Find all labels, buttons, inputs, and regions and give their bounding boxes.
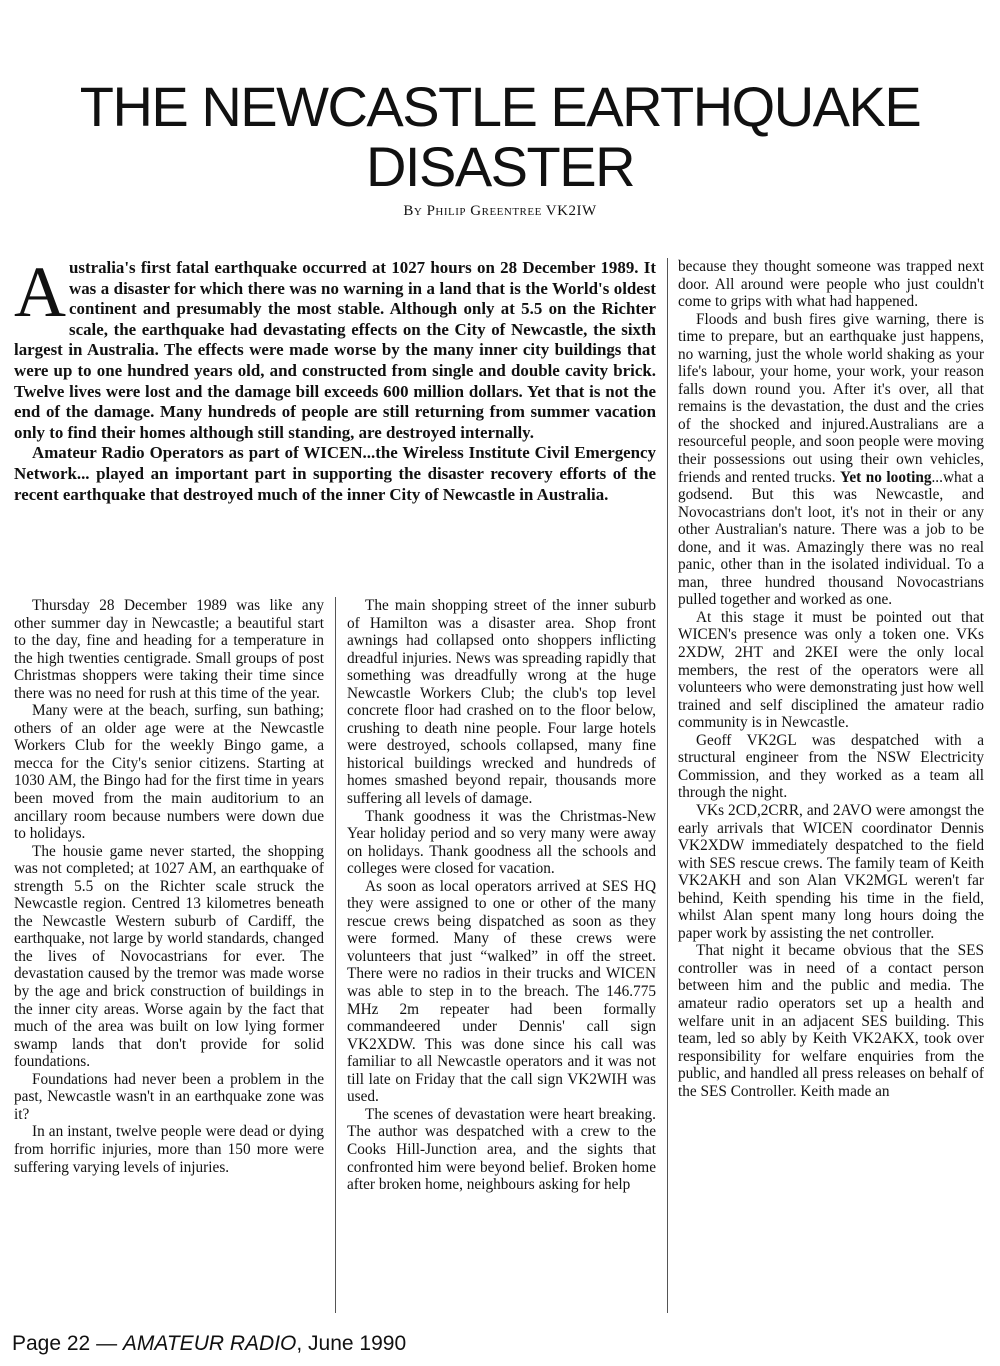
column-3-paragraph: At this stage it must be pointed out that WICEN's presence was only a token one. VKs 2XDW, 2HT and 2KEI were the only local members, the rest of the operators were all volunteers who were demonstrating just how well trained and self disciplined the amateur radio community is in Newcastle. — [678, 608, 984, 732]
article-title-line-2: DISASTER — [365, 135, 635, 198]
column-divider — [335, 597, 336, 1313]
column-3-paragraph: Geoff VK2GL was despatched with a structural engineer from the NSW Electricity Commission, and they worked as a team all through the night. — [678, 731, 984, 802]
intro-paragraph-1 — [14, 252, 656, 443]
column-1-paragraph: Thursday 28 December 1989 was like any other summer day in Newcastle; a beautiful start to the day, fine and heading for a temperature in the high twenties centigrade. Small groups of post Christmas shoppers were taking their time since there was no need for rush at this time of the year. — [14, 597, 324, 702]
page-footer — [12, 1332, 406, 1356]
page-number: Page 22 — — [12, 1332, 123, 1355]
column-3-paragraph: because they thought someone was trapped next door. All around were people who just couldn't come to grips with what had happened. — [678, 258, 984, 311]
column-3-paragraph: That night it became obvious that the SES controller was in need of a contact person between him and the public and media. The amateur radio operators set up a health and welfare unit in an adjacent SES building. This team, led so ably by Keith VK2AKX, took over responsibility for welfare enquiries from the public, and handled all press releases on behalf of the SES Controller. Keith made an — [678, 942, 984, 1100]
column-2-paragraph: The scenes of devastation were heart breaking. The author was despatched with a crew to the Cooks Hill-Junction area, and the sights that confronted him were beyond belief. Broken home after broken home, neighbours asking for help — [347, 1105, 656, 1194]
column-2 — [347, 597, 656, 1194]
column-2-paragraph: As soon as local operators arrived at SES HQ they were assigned to one or other of the many rescue crews being dispatched as soon as they were formed. Many of these crews were volunteers that just “walked” in off the street. There were no radios in their trucks and WICEN was able to step in to the breach. The 146.775 MHz 2m repeater had been formally commandeered under Dennis' call sign VK2XDW. This was done since his call was familiar to all Newcastle operators and it was not till late on Friday that the call sign VK2WIH was used. — [347, 877, 656, 1106]
article-title-line-1: THE NEWCASTLE EARTHQUAKE — [79, 75, 921, 138]
column-3-paragraph: VKs 2CD,2CRR, and 2AVO were amongst the early arrivals that WICEN coordinator Dennis VK2XDW immediately despatched to the field with SES rescue crews. The family team of Keith VK2AKH and son Alan VK2MGL weren't far behind, Keith spending his time in the field, whilst Alan spent many long hours doing the paper work by assisting the net controller. — [678, 801, 984, 942]
intro-paragraph-1-text: ustralia's first fatal earthquake occurred at 1027 hours on 28 December 1989. It was a disaster for which there was no warning in a land that is the World's oldest continent and presumably the most stable. Although only at 5.5 on the Richter scale, the earthquake had devastating effects on the City of Newcastle, the sixth largest in Australia. The effects were made worse by the many inner city buildings that were up to one hundred years old, and constructed from single and double cavity brick. Twelve lives were lost and the damage bill exceeds 600 million dollars. Yet that is not the end of the damage. Many hundreds of people are still returning from summer vacation only to find their homes although still standing, are destroyed internally. — [14, 258, 656, 442]
column-3-paragraph — [678, 311, 984, 609]
column-1-paragraph: Foundations had never been a problem in the past, Newcastle wasn't in an earthquake zone was it? — [14, 1070, 324, 1123]
column-1-paragraph: In an instant, twelve people were dead or dying from horrific injuries, more than 150 more were suffering varying levels of injuries. — [14, 1123, 324, 1176]
column-2-paragraph: Thank goodness it was the Christmas-New Year holiday period and so very many were away on holidays. Thank goodness all the schools and colleges were closed for vacation. — [347, 807, 656, 878]
column-1-paragraph: Many were at the beach, surfing, sun bathing; others of an older age were at the Newcastle Workers Club for the weekly Bingo game, a mecca for the City's senior citizens. Starting at 1030 AM, the Bingo had for the first time in years been moved from the main auditorium to an ancillary room because numbers were down due to holidays. — [14, 702, 324, 843]
column-3-bold-text: Yet no looting — [840, 468, 932, 486]
column-1-paragraph: The housie game never started, the shopping was not completed; at 1027 AM, an earthquake of strength 5.5 on the Richter scale struck the Newcastle region. Centred 13 kilometres beneath the Newcastle Western suburb of Cardiff, the earthquake, not large by world standards, changed the lives of Novocastrians for ever. The devastation caused by the tremor was made worse by the age and brick construction of buildings in the inner city areas. Worse again by the fact that much of the area was built on low lying former swamp lands that don't provide for solid foundations. — [14, 842, 324, 1071]
column-divider — [667, 258, 668, 1313]
column-3-text: Floods and bush fires give warning, there is time to prepare, but an earthquake just happens, no warning, just the whole world shaking as your life's labour, your home, your work, your reason falls down round you. After it's over, all that remains is the devastation, the dust and the cries of the shocked and injured.Australians are a resourceful people, and soon people were moving their possessions out using their own vehicles, friends and rented trucks. — [678, 310, 984, 486]
publication-name: AMATEUR RADIO — [122, 1332, 297, 1355]
column-3-text: ...what a godsend. But this was Newcastle, and Novocastrians don't loot, it's not in their or any other Australian's nature. There was a job to be done, and it was. Amazingly there was no real panic, other than in the isolated individual. To a man, three hundred thousand Novocastrians pulled together and worked as one. — [678, 468, 984, 609]
issue-date: , June 1990 — [296, 1332, 407, 1355]
drop-cap: A — [14, 252, 66, 332]
column-3 — [678, 258, 984, 1100]
intro-paragraph-2: Amateur Radio Operators as part of WICEN...the Wireless Institute Civil Emergency Network... played an important part in supporting the disaster recovery efforts of the recent earthquake that destroyed much of the inner City of Newcastle in Australia. — [14, 443, 656, 504]
intro-block — [14, 252, 656, 505]
byline: By Philip Greentree VK2IW — [403, 203, 597, 219]
column-2-paragraph: The main shopping street of the inner suburb of Hamilton was a disaster area. Shop front awnings had collapsed onto shoppers inflicting dreadful injuries. News was spreading rapidly that something was dreadfully wrong at the huge Newcastle Workers Club; the club's top level concrete floor had crashed on to the floor below, crushing to death nine people. Four large hotels were destroyed, schools collapsed, many fine historical buildings wrecked and hundreds of homes smashed beyond repair, thousands more suffering all levels of damage. — [347, 597, 656, 808]
column-1 — [14, 597, 324, 1176]
